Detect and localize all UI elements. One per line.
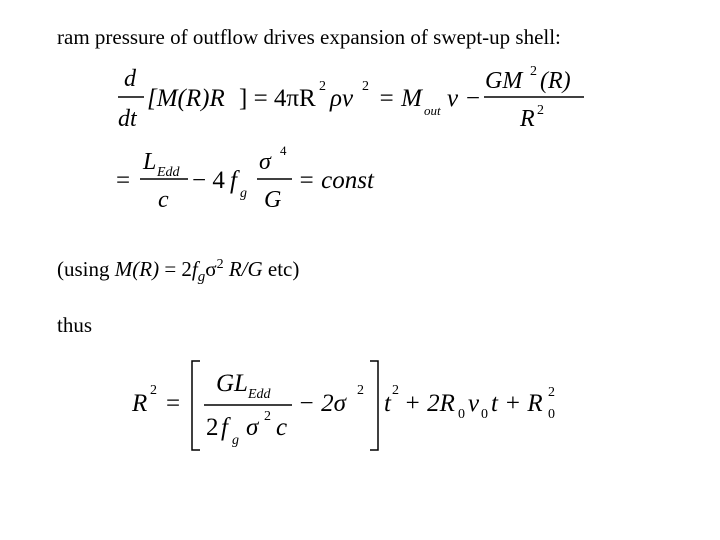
eq1-d: d [124, 66, 136, 92]
eq3-exp-a: 2 [150, 383, 157, 398]
eq2-minus4: − 4 [192, 167, 225, 194]
eq3-plus2R: + 2R [404, 390, 455, 417]
note-exp-2: 2 [216, 257, 224, 272]
note-suffix: etc) [262, 257, 300, 281]
eq3-right-bracket [370, 361, 378, 450]
eq1-exp-b: 2 [362, 79, 369, 94]
eq2-sub-Edd: Edd [157, 165, 180, 180]
eq1-eq-M: = M [378, 85, 422, 112]
eq3-eq: = [166, 390, 181, 417]
eq1-GM: GM [485, 68, 523, 94]
equation-radius [128, 355, 578, 455]
note-f: f [191, 257, 198, 281]
eq3-sub-0b: 0 [481, 407, 488, 422]
eq3-exp-c: 2 [357, 383, 364, 398]
eq2-eq: = [116, 167, 131, 194]
eq2-f: f [230, 167, 237, 194]
eq3-left-bracket [192, 361, 200, 450]
eq1-rho-v: ρv [330, 85, 354, 112]
eq3-minus2sigma: − 2σ [298, 390, 346, 417]
eq3-sub-Edd: Edd [248, 387, 271, 402]
thus-label: thus [57, 313, 93, 337]
eq3-exp-e: 2 [548, 385, 555, 400]
eq3-f: f [221, 414, 228, 441]
note-sigma: σ [205, 257, 217, 281]
eq1-dt: dt [118, 106, 137, 132]
eq3-sub-0a: 0 [458, 407, 465, 422]
eq3-GL: GL [216, 370, 248, 397]
eq1-exp-c: 2 [530, 64, 537, 79]
eq3-sigma: σ [246, 414, 259, 441]
note-rest: R/G [223, 257, 263, 281]
eq3-sub-g: g [232, 433, 239, 448]
eq1-v-minus: v − [447, 85, 482, 112]
eq2-c: c [158, 187, 169, 213]
eq3-sub-0c: 0 [548, 407, 555, 422]
eq3-den-2: 2 [206, 414, 219, 441]
eq1-lhs: [M(R)R [147, 85, 225, 112]
eq1-exp-d: 2 [537, 103, 544, 118]
equation-const [112, 142, 432, 217]
note-prefix: (using [57, 257, 115, 281]
eq3-R: R [132, 390, 148, 417]
eq3-t: t [384, 390, 391, 417]
note-using [57, 258, 299, 285]
equation-momentum [112, 60, 612, 140]
eq1-exp-a: 2 [319, 79, 326, 94]
eq3-c: c [276, 414, 288, 441]
eq2-exp-4: 4 [280, 143, 287, 158]
note-eq-sign: = 2 [159, 257, 192, 281]
eq3-exp-d: 2 [392, 383, 399, 398]
eq3-v: v [468, 390, 480, 417]
eq2-sub-g: g [240, 186, 247, 201]
eq2-G: G [264, 187, 282, 213]
eq3-exp-b: 2 [264, 409, 271, 424]
eq1-close: ] = 4πR [239, 85, 316, 112]
note-expr-M: M(R) [114, 257, 160, 281]
eq1-R-paren: (R) [540, 68, 571, 94]
note-sub-g: g [197, 269, 206, 286]
eq3-t-plus-R: t + R [491, 390, 543, 417]
eq2-L: L [143, 149, 157, 175]
eq2-sigma: σ [259, 149, 271, 175]
eq1-R-den: R [520, 106, 535, 132]
slide-heading: ram pressure of outflow drives expansion of swept-up shell: [57, 25, 561, 49]
eq1-sub-out: out [424, 103, 441, 118]
eq2-const: = const [298, 167, 374, 194]
